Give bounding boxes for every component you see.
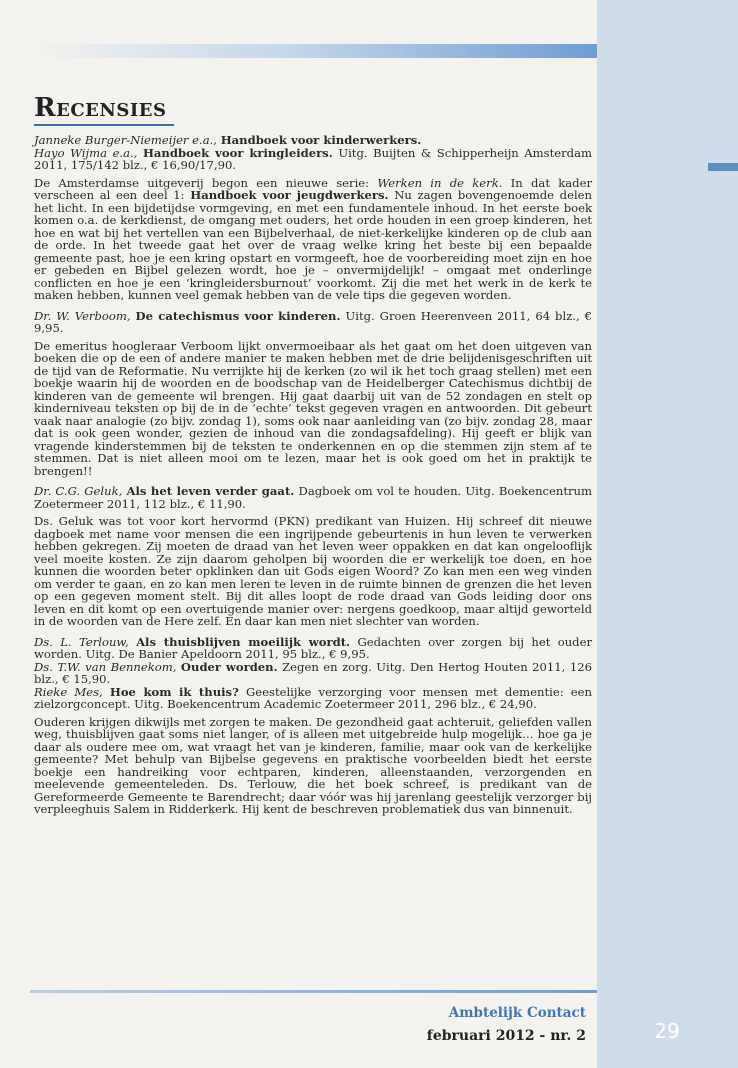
- right-margin-panel: [597, 0, 738, 1068]
- book-author: Ds. T.W. van Bennekom,: [34, 659, 177, 674]
- book-publication-info: Uitg. Buijten & Schipperheijn Amsterdam 2011, 175/142 blz., € 16,90/17,90.: [34, 145, 593, 172]
- book-title: Hoe kom ik thuis?: [109, 684, 239, 699]
- page-title: Recensies: [34, 93, 167, 123]
- margin-accent-bar: [708, 163, 738, 171]
- book-author: Rieke Mes,: [34, 684, 103, 699]
- article-column: [34, 92, 592, 824]
- book-publication-info: Geestelijke verzorging voor mensen met dementie: een zielzorgconcept. Uitg. Boekencentrum Academic Zoetermeer 2011, 296 blz., € 24,90.: [34, 684, 592, 711]
- book-title: Handboek voor kinderwerkers.: [220, 133, 422, 147]
- review-text-part: Nu zagen bovengenoemde delen het licht. In een bijdetijdse vormgeving, en met een fundamentele inhoud. In het eerste boek komen o.a. de kerkdienst, de omgang met ouders, het orde houden in een groep kinderen, het hoe en wat bij het vertellen van een Bijbelverhaal, de niet-kerkelijke kinderen op de club aan de orde. In het tweede gaat het over de vraag welke kring het beste bij een bepaalde gemeente past, hoe je een kring opstart en vormgeeft, hoe de voorbereiding moet zijn en hoe er gebeden en Bijbel gelezen wordt, hoe je – onvermijdelijk! – omgaat met onderlinge conflicten en hoe je een ‘kringleidersburnout’ voorkomt. Zij die met het werk in de kerk te maken hebben, kunnen veel gemak hebben van de vele tips die gegeven worden.: [34, 188, 592, 302]
- book-title: De catechismus voor kinderen.: [135, 308, 341, 323]
- book-publication-info: Dagboek om vol te houden. Uitg. Boekencentrum Zoetermeer 2011, 112 blz., € 11,90.: [34, 484, 593, 511]
- book-publication-info: Zegen en zorg. Uitg. Den Hertog Houten 2011, 126 blz., € 15,90.: [34, 659, 592, 686]
- footer-rule: [30, 990, 597, 993]
- series-name: Werken in de kerk: [377, 175, 499, 190]
- review-text-part: . In dat kader verscheen al een deel 1:: [34, 175, 592, 202]
- page-number: 29: [654, 1019, 680, 1043]
- book-author: Dr. C.G. Geluk,: [34, 484, 123, 498]
- issue-label: februari 2012 - nr. 2: [426, 1028, 586, 1044]
- book-author: Dr. W. Verboom,: [34, 308, 131, 323]
- magazine-name: Ambtelijk Contact: [448, 1005, 586, 1021]
- book-title: Ouder worden.: [180, 659, 278, 674]
- header-gradient-bar: [32, 44, 597, 58]
- review-text: De emeritus hoogleraar Verboom lijkt onvermoeibaar als het gaat om het doen uitgeven van boeken die op de een of andere manier te maken hebben met de drie belijdenisgeschriften uit de tijd van de Reformatie. Nu verrijkte hij de kerken (zo wil ik het toch graag stellen) met een boekje waarin hij de woorden en de boodschap van de Heidelberger Catechismus dichtbij de kinderen van de gemeente wil brengen. Hij gaat daarbij uit van de 52 zondagen en stelt op kinderniveau teksten op bij de in de ‘echte’ tekst gegeven vragen en antwoorden. Dit gebeurt vaak naar analogie (zo bijv. zondag 1), soms ook naar aanleiding van (zo bijv. zondag 28, maar dat is ook geen wonder, gezien de inhoud van die zondagsafdeling). Hij geeft er blijk van vragende kinderstemmen bij de teksten te onderkennen en op die stemmen zijn stem af te stemmen. Dat is niet alleen mooi om te lezen, maar het is ook goed om het in praktijk te brengen!!: [34, 338, 592, 478]
- book-entry: [34, 134, 592, 172]
- book-author: Hayo Wijma e.a.,: [34, 145, 138, 160]
- book-publication-info: Gedachten over zorgen bij het ouder worden. Uitg. De Banier Apeldoorn 2011, 95 blz., € 9,95.: [34, 634, 593, 661]
- book-author: Janneke Burger-Niemeijer e.a.,: [34, 133, 217, 147]
- book-title: Als thuisblijven moeilijk wordt.: [136, 634, 351, 649]
- review-text-part: De Amsterdamse uitgeverij begon een nieuwe serie:: [34, 175, 378, 190]
- book-title: Als het leven verder gaat.: [126, 484, 295, 498]
- book-entry: [34, 310, 592, 335]
- referenced-book-title: Handboek voor jeugdwerkers.: [190, 188, 389, 202]
- book-entry: [34, 485, 592, 510]
- book-title: Handboek voor kringleiders.: [142, 145, 333, 160]
- review-text: Ouderen krijgen dikwijls met zorgen te maken. De gezondheid gaat achteruit, geliefden vallen weg, thuisblijven gaat soms niet langer, of is alleen met uitgebreide hulp mogelijk… hoe ga je daar als oudere mee om, wat vraagt het van je kinderen, familie, maar ook van de kerkelijke gemeente? Met behulp van Bijbelse gegevens en praktische voorbeelden biedt het eerste boekje een handreiking voor echtparen, kinderen, alleenstaanden, verzorgenden en meelevende gemeenteleden. Ds. Terlouw, die het boek schreef, is predikant van de Gereformeerde Gemeente te Barendrecht; daar vóór was hij jarenlang geestelijk verzorger bij verpleeghuis Salem in Ridderkerk. Hij kent de beschreven problematiek dus van binnenuit.: [34, 714, 592, 816]
- book-entry: [34, 636, 592, 711]
- title-underline: [34, 124, 174, 126]
- book-author: Ds. L. Terlouw,: [34, 634, 129, 649]
- review-text: [34, 177, 592, 302]
- review-text: Ds. Geluk was tot voor kort hervormd (PKN) predikant van Huizen. Hij schreef dit nieuwe dagboek met name voor mensen die een ingrijpende gebeurtenis in hun leven te verwerken hebben gekregen. Zij moeten de draad van het leven weer oppakken en dat kan ongelooflijk veel moeite kosten. Ze zijn daarom geholpen bij woorden die er werkelijk toe doen, en hoe kunnen die woorden beter opklinken dan uit Gods eigen Woord? Zo kan men een weg vinden om verder te gaan, en zo kan men leren te leven in de ruimte binnen de grenzen die het leven op een gegeven moment stelt. Bij dit alles loopt de rode draad van Gods leiding door ons leven en dit komt op een overtuigende manier over: nergens goedkoop, maar altijd geworteld in de woorden van de Here zelf. En daar kan men niet slechter van worden.: [34, 514, 592, 628]
- book-publication-info: Uitg. Groen Heerenveen 2011, 64 blz., € 9,95.: [34, 308, 593, 335]
